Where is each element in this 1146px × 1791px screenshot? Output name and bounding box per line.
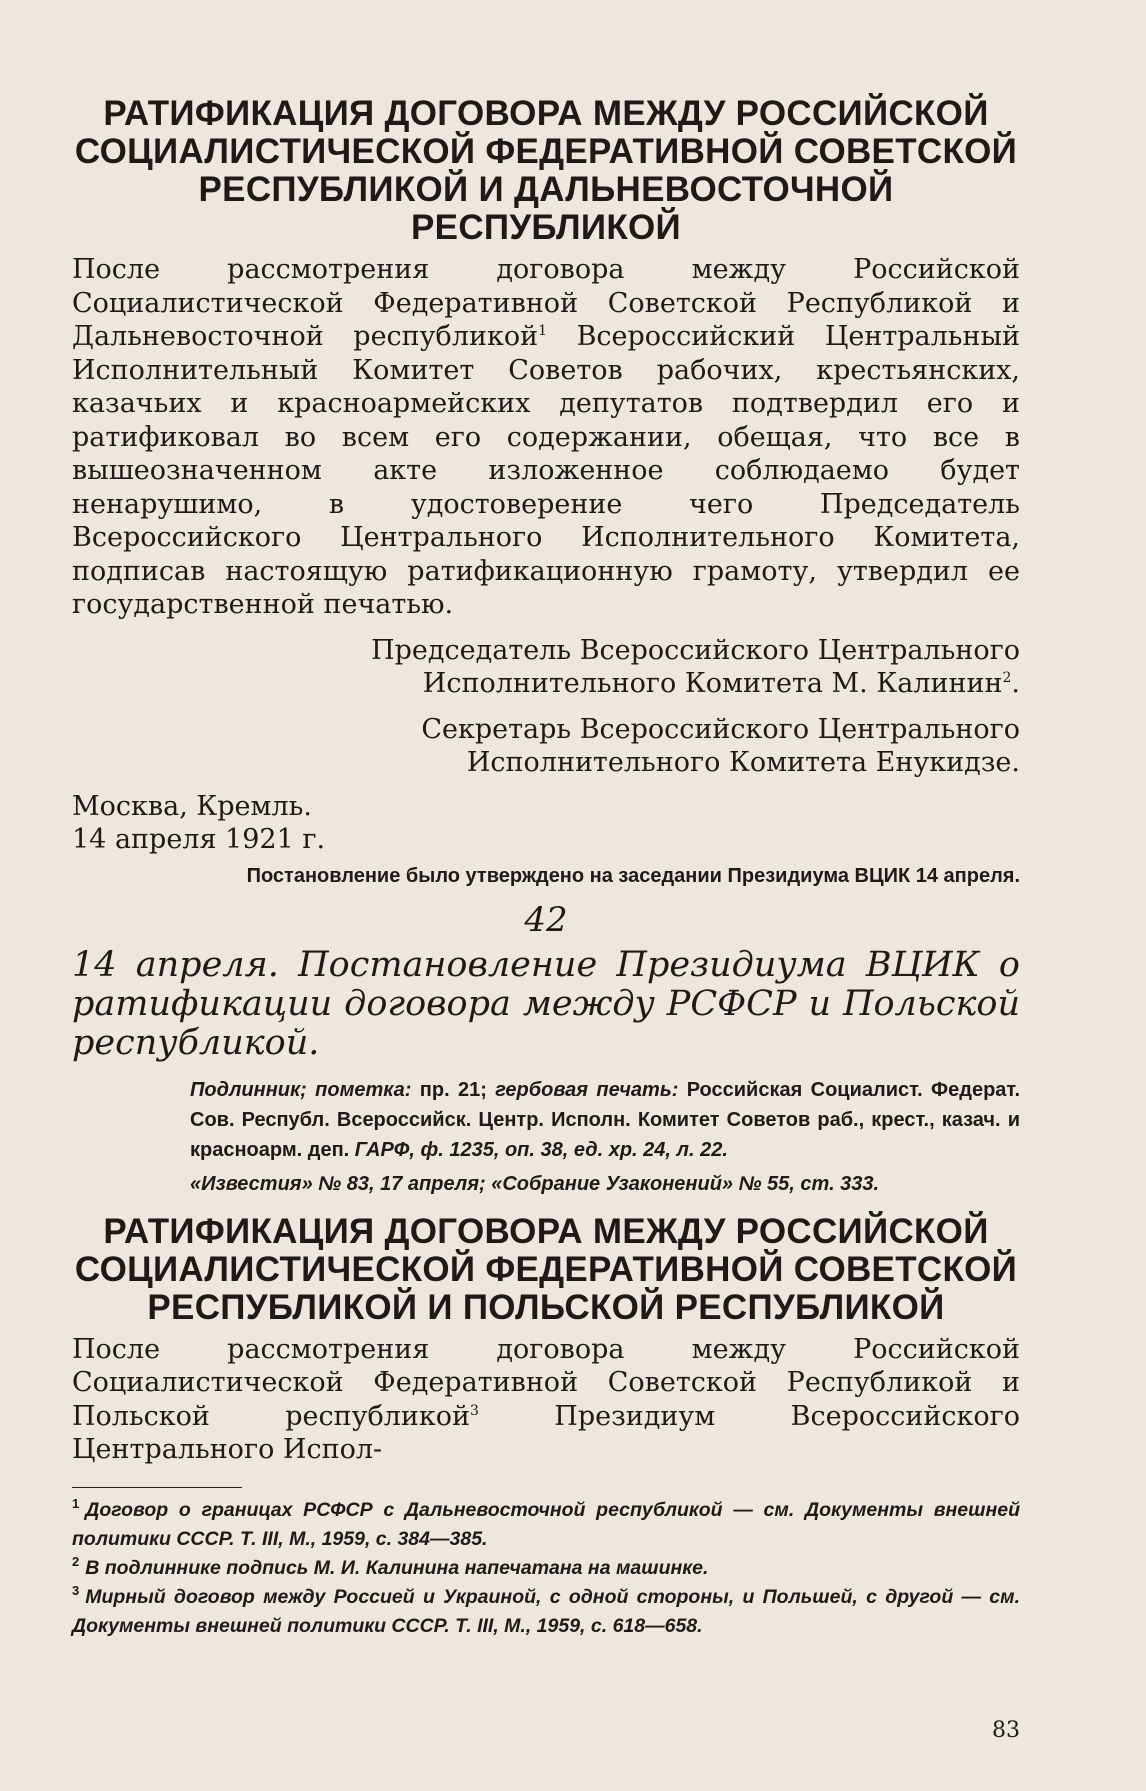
place-and-date bbox=[72, 790, 1020, 857]
footnote-ref-1[interactable]: 1 bbox=[538, 323, 548, 339]
source-reference: Подлинник; пометка: пр. 21; гербовая печать: Российская Социалист. Федерат. Сов. Республ. Всероссийск. Центр. Исполн. Комитет Советов раб., крест., казач. и красноарм. деп. ГАРФ, ф. 1235, оп. 38, ед. хр. 24, л. 22. bbox=[190, 1078, 1020, 1161]
date: 14 апреля 1921 г. bbox=[72, 824, 326, 855]
signature-chairman bbox=[72, 634, 1020, 701]
section2-paragraph bbox=[72, 1333, 1020, 1467]
footnote-ref-3[interactable]: 3 bbox=[470, 1402, 479, 1419]
page-number: 83 bbox=[992, 1718, 1020, 1743]
footnote-3: $^3$ Мирный договор между Россией и Украиной, с одной стороны, и Польшей, с другой — см. Документы внешней политики СССР. Т. III, М., 1959, с. 618—658. bbox=[72, 1583, 1020, 1637]
section1-heading: РАТИФИКАЦИЯ ДОГОВОРА МЕЖДУ РОССИЙСКОЙ СОЦИАЛИСТИЧЕСКОЙ ФЕДЕРАТИВНОЙ СОВЕТСКОЙ РЕСПУБЛИКОЙ И ДАЛЬНЕВОСТОЧНОЙ РЕСПУБЛИКОЙ bbox=[74, 94, 1018, 247]
section2-heading: РАТИФИКАЦИЯ ДОГОВОРА МЕЖДУ РОССИЙСКОЙ СОЦИАЛИСТИЧЕСКОЙ ФЕДЕРАТИВНОЙ СОВЕТСКОЙ РЕСПУБЛИКОЙ И ПОЛЬСКОЙ РЕСПУБЛИКОЙ bbox=[74, 1211, 1018, 1327]
footnotes bbox=[72, 1496, 1020, 1641]
signature-secretary-title: Секретарь Всероссийского Центрального bbox=[421, 713, 1020, 745]
signature-chairman-name: Исполнительного Комитета М. Калинин$^2$. bbox=[422, 668, 1020, 699]
footnote-1: $^1$ Договор о границах РСФСР с Дальневосточной республикой — см. Документы внешней политики СССР. Т. III, М., 1959, с. 384—385. bbox=[72, 1496, 1020, 1550]
document-title: 14 апреля. Постановление Президиума ВЦИК о ратификации договора между РСФСР и Польской республикой. bbox=[72, 944, 1020, 1063]
section1-paragraph-text-b: Всероссийский Центральный Исполнительный Комитет Советов рабочих, крестьянских, казачьих и красноармейских депутатов подтвердил его и ратификовал во всем его содержании, обещая, что все в вышеозначенном акте изложенное соблюдаемо будет ненарушимо, в удостоверение чего Председатель Всероссийского Центрального Исполнительного Комитета, подписав настоящую ратификационную грамоту, утвердил ее государственной печатью. bbox=[72, 321, 1020, 620]
place: Москва, Кремль. bbox=[72, 790, 312, 822]
signature-secretary bbox=[72, 713, 1020, 780]
footnote-ref-2[interactable]: 2 bbox=[1002, 670, 1012, 686]
page-content bbox=[72, 95, 1020, 1641]
section1-paragraph bbox=[72, 253, 1020, 622]
approval-note: Постановление было утверждено на заседании Президиума ВЦИК 14 апреля. bbox=[246, 864, 1020, 887]
footnote-divider bbox=[72, 1487, 242, 1488]
footnote-2: $^2$ В подлиннике подпись М. И. Калинина напечатана на машинке. bbox=[72, 1554, 709, 1579]
source-label-seal: гербовая печать: bbox=[495, 1078, 679, 1101]
document-number: 42 bbox=[524, 899, 568, 940]
source-archive: ГАРФ, ф. 1235, оп. 38, ед. хр. 24, л. 22. bbox=[354, 1138, 728, 1161]
section2-paragraph-text-a: После рассмотрения договора между Российской Социалистической Федеративной Советской Республикой и Польской республикой bbox=[72, 1333, 1020, 1432]
section1-paragraph-text-a: После рассмотрения договора между Российской Социалистической Федеративной Советской Республикой и Дальневосточной республикой bbox=[72, 254, 1020, 352]
signature-chairman-title: Председатель Всероссийского Центрального bbox=[371, 634, 1020, 666]
signature-secretary-name: Исполнительного Комитета Енукидзе. bbox=[466, 747, 1020, 778]
publication-reference: «Известия» № 83, 17 апреля; «Собрание Узаконений» № 55, ст. 333. bbox=[190, 1172, 880, 1195]
section2-paragraph-text-b: Президиум Всероссийского Центрального Испол- bbox=[72, 1400, 1021, 1465]
source-label-original: Подлинник; пометка: bbox=[190, 1078, 412, 1101]
